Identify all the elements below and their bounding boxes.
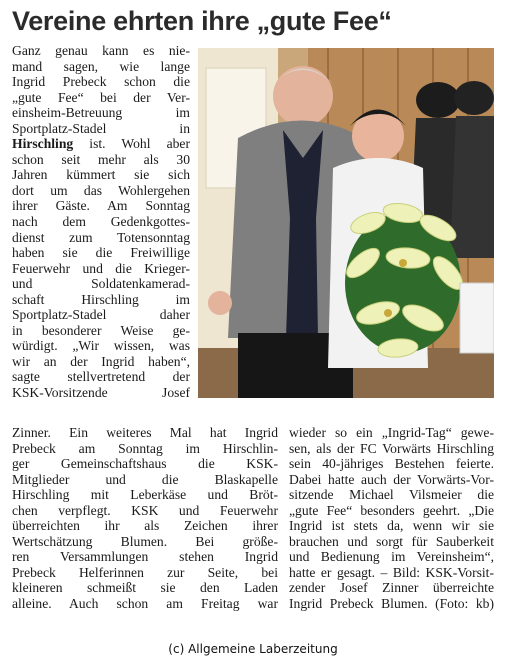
text-line: Dabei hatte auch der Vorwärts-Vor- (289, 471, 494, 487)
text-line: Hirschling ist. Wohl aber (12, 136, 190, 152)
text-line: Ganz genau kann es nie- (12, 43, 190, 58)
text-line: in besonderer Weise ge- (12, 322, 190, 338)
text-line: Ingrid ist stets da, wenn wir sie (289, 518, 494, 534)
text-line: Sportplatz-Stadel in (12, 120, 190, 136)
text-line: Wertschätzung Blumen. Bei größe- (12, 533, 278, 549)
text-line: brauchen und sorgt für Sauberkeit (289, 533, 494, 549)
text-line: Feuerwehr und die Krieger- (12, 260, 190, 276)
text-line: Ingrid Prebeck schon die (12, 74, 190, 90)
text-line: sagte stellvertretend der (12, 369, 190, 385)
text-line: einsheim-Betreuung im (12, 105, 190, 121)
text-line: ihrer Gäste. Am Sonntag (12, 198, 190, 214)
text-line: hatte er gesagt. – Bild: KSK-Vorsit- (289, 564, 494, 580)
text-line: ren Versammlungen stehen Ingrid (12, 549, 278, 565)
text-line: überreichten ihr als Zeichen ihrer (12, 518, 278, 534)
text-line: dort um das Wohlergehen (12, 182, 190, 198)
text-line: ger Gemeinschaftshaus die KSK- (12, 456, 278, 472)
text-line: und Soldatenkamerad- (12, 276, 190, 292)
text-line: mand sagen, wie lange (12, 58, 190, 74)
text-line: sitzende Michael Vilsmeier die (289, 487, 494, 503)
text-line: und Bedienung im Vereinsheim“, (289, 549, 494, 565)
text-line: würdigt. „Wir wissen, was (12, 338, 190, 354)
text-line: Zinner. Ein weiteres Mal hat Ingrid (12, 425, 278, 440)
text-line: Jahren kümmert sie sich (12, 167, 190, 183)
text-line: Sportplatz-Stadel daher (12, 307, 190, 323)
text-line: wieder so ein „Ingrid-Tag“ gewe- (289, 425, 494, 440)
article-column-left (12, 43, 190, 401)
text-line: nach dem Gedenkgottes- (12, 214, 190, 230)
text-line: alleine. Auch schon am Freitag war (12, 596, 278, 612)
article-headline: Vereine ehrten ihre „gute Fee“ (12, 6, 392, 36)
text-line: „gute Fee“ bei der Ver- (12, 89, 190, 105)
text-line: chen verpflegt. KSK und Feuerwehr (12, 502, 278, 518)
text-line: kleineren schmeißt sie den Laden (12, 580, 278, 596)
article-column-bottom-left (12, 425, 278, 612)
text-line: zender Josef Zinner überreichte (289, 580, 494, 596)
copyright-credit: (c) Allgemeine Laberzeitung (168, 642, 338, 656)
text-line: sein 40-jähriges Bestehen feierte. (289, 456, 494, 472)
article-column-bottom-right (289, 425, 494, 612)
text-line: sen, als der FC Vorwärts Hirschling (289, 440, 494, 456)
text-line: Ingrid Prebeck Blumen. (Foto: kb) (289, 596, 494, 612)
text-line: KSK-Vorsitzende Josef (12, 385, 190, 401)
text-line: Hirschling mit Leberkäse und Bröt- (12, 487, 278, 503)
text-line: dienst zum Totensonntag (12, 229, 190, 245)
text-line: haben sie die Freiwillige (12, 245, 190, 261)
text-line: Prebeck am Sonntag im Hirschlin- (12, 440, 278, 456)
text-line: schon seit mehr als 30 (12, 151, 190, 167)
text-line: Mitglieder und die Blaskapelle (12, 471, 278, 487)
text-line: schaft Hirschling im (12, 291, 190, 307)
article-photo (198, 48, 494, 398)
text-line: Prebeck Helferinnen zur Seite, bei (12, 564, 278, 580)
text-line: wir an der Ingrid haben“, (12, 353, 190, 369)
text-line: „gute Fee“ besonders geehrt. „Die (289, 502, 494, 518)
